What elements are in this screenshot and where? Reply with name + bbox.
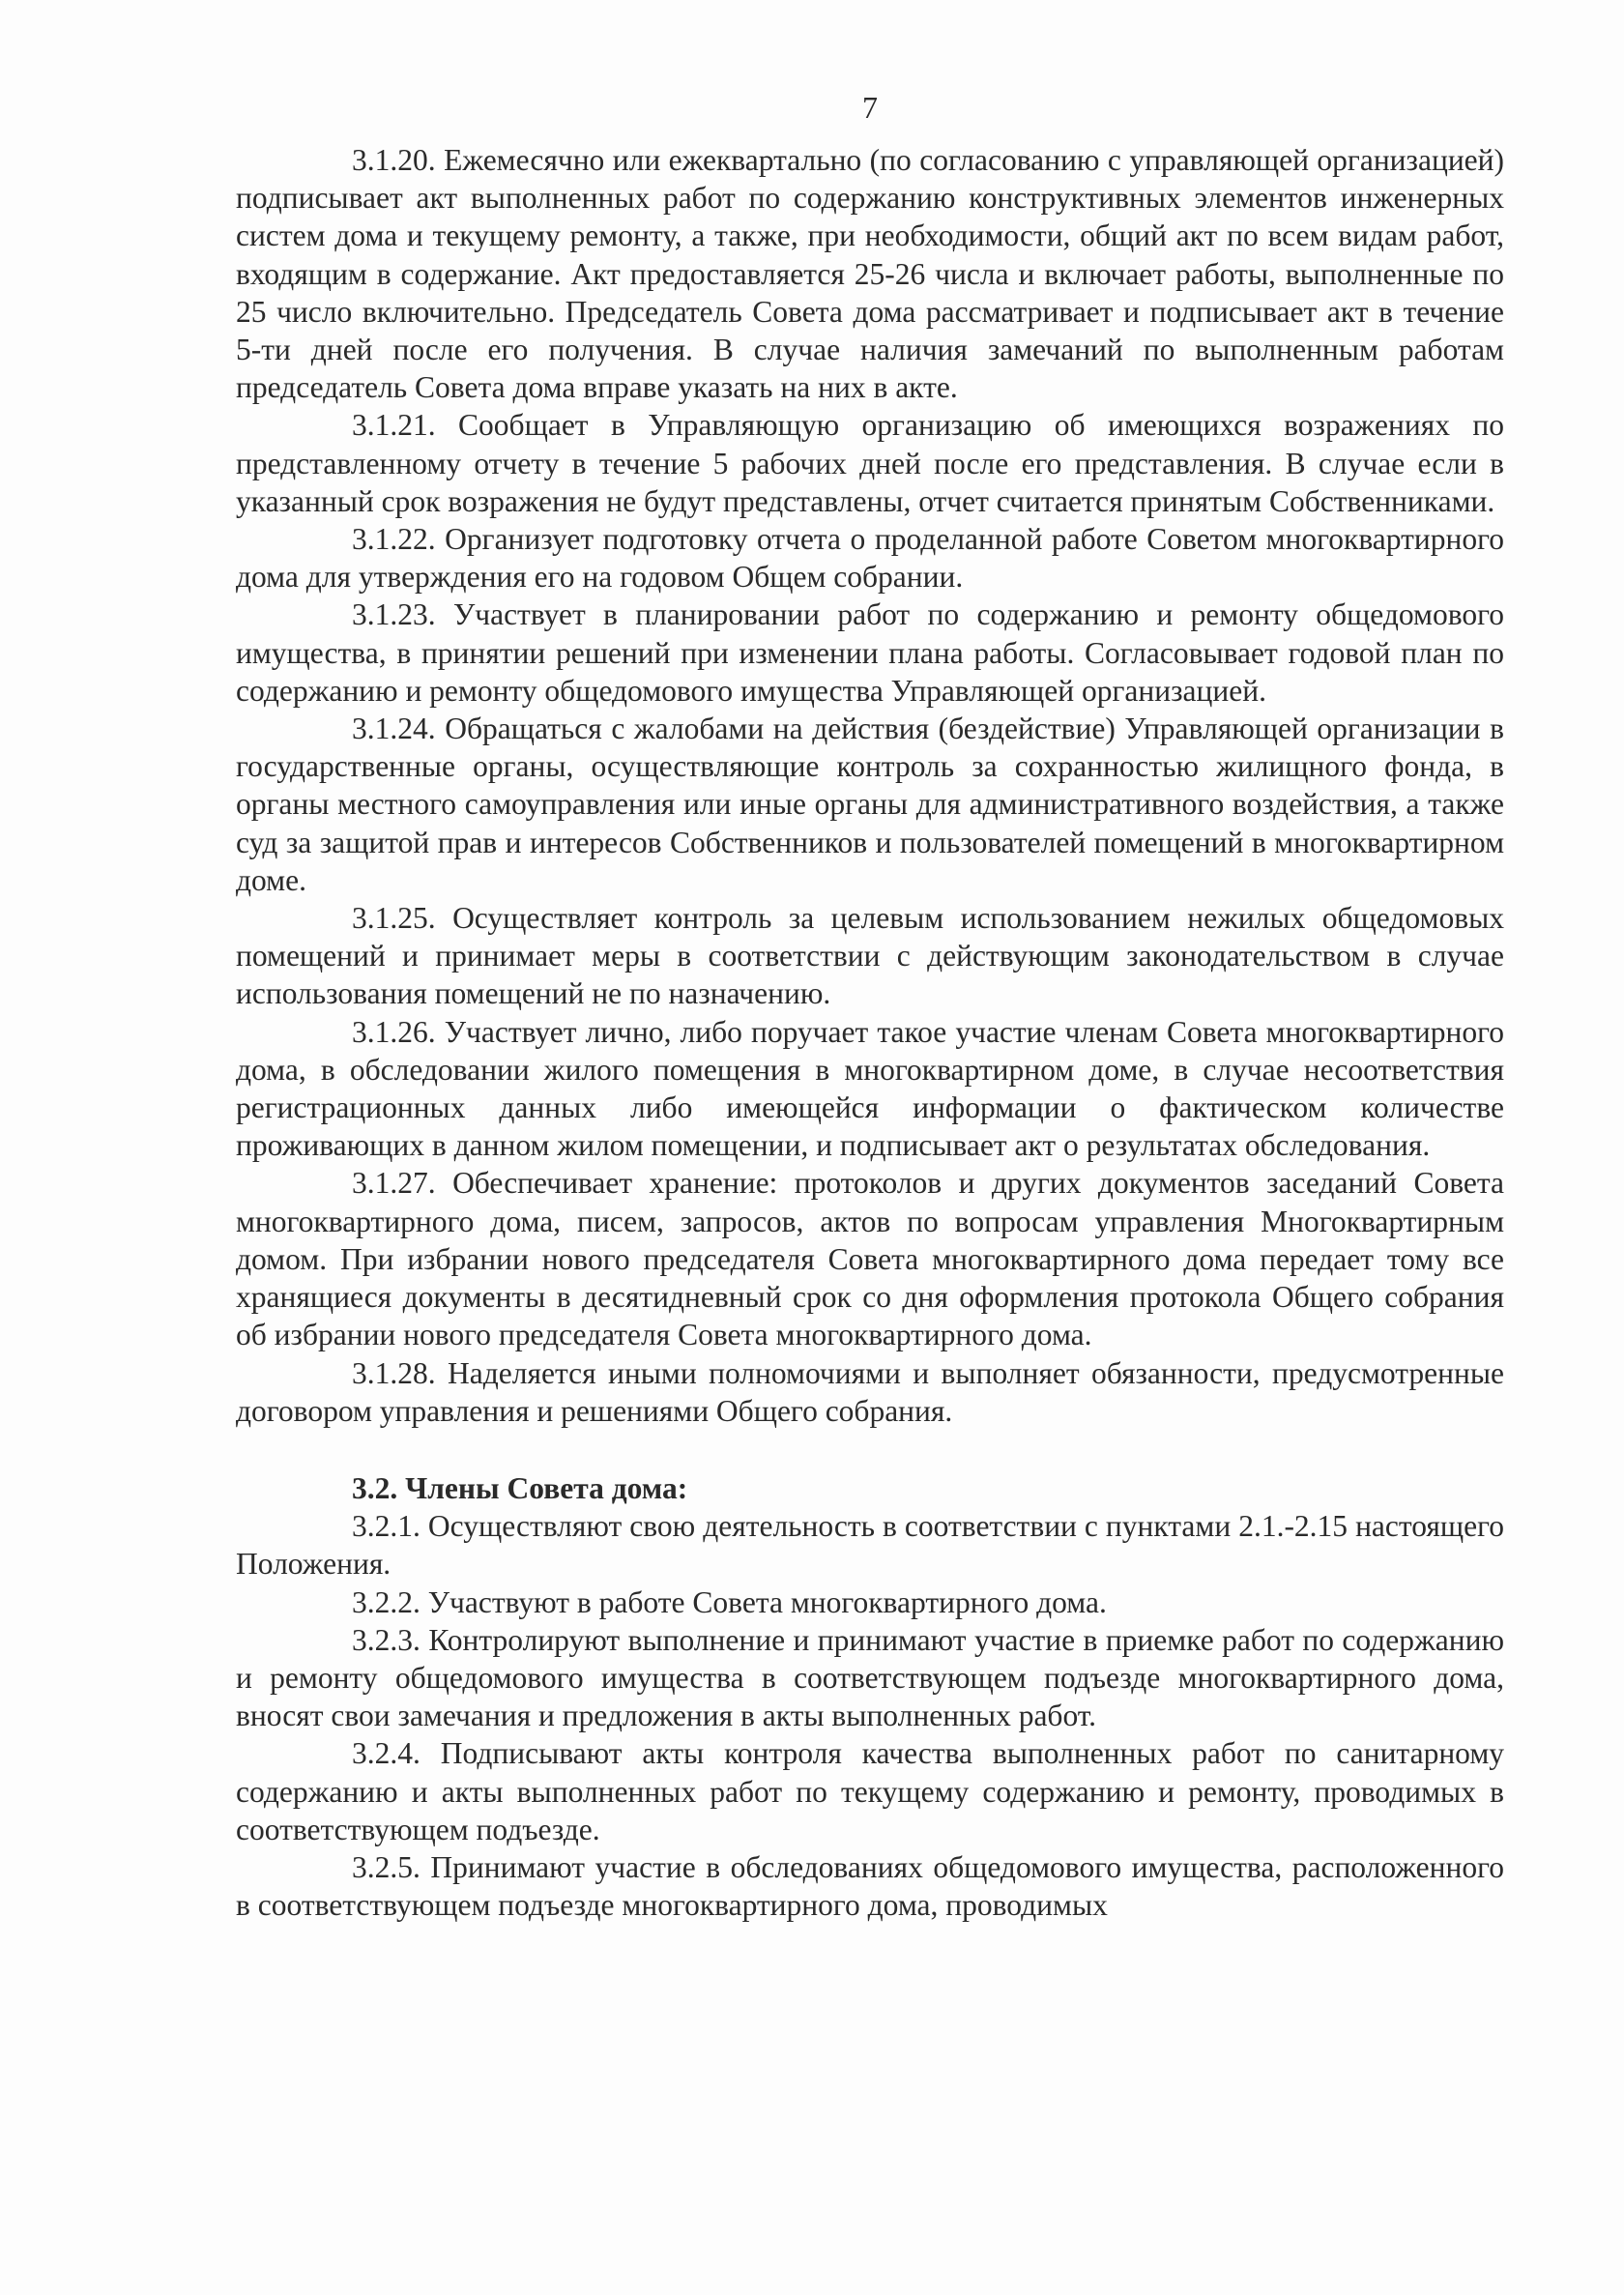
clause-text: Участвуют в работе Совета многоквартирного дома. (427, 1584, 1107, 1619)
clause-number: 3.1.20. (352, 143, 436, 177)
clause-number: 3.1.26. (352, 1014, 436, 1049)
clause-text: Наделяется иными полномочиями и выполняет обязанности, предусмотренные договором управления и решениями Общего собрания. (236, 1355, 1504, 1428)
clause-number: 3.1.21. (352, 408, 436, 443)
page-number: 7 (862, 90, 878, 125)
paragraph-3-1-21 (236, 406, 1504, 520)
clause-number: 3.2.3. (352, 1622, 420, 1657)
paragraph-3-1-20 (236, 141, 1504, 406)
clause-text: Участвует лично, либо поручает такое участие членам Совета многоквартирного дома, в обследовании жилого помещения в многоквартирном доме, в случае несоответствия регистрационных данных либо имеющейся информации о фактическом количестве проживающих в данном жилом помещении, и подписывает акт о результатах обследования. (236, 1014, 1504, 1163)
clause-number: 3.2.2. (352, 1584, 420, 1619)
paragraph-3-2-5 (236, 1848, 1504, 1924)
paragraph-3-1-28 (236, 1354, 1504, 1430)
clause-text: Обращаться с жалобами на действия (бездействие) Управляющей организации в государственные органы, осуществляющие контроль за сохранностью жилищного фонда, в органы местного самоуправления или иные органы для административного воздействия, а также суд за защитой прав и интересов Собственников и пользователей помещений в многоквартирном доме. (236, 712, 1504, 897)
clause-text: Подписывают акты контроля качества выполненных работ по санитарному содержанию и акты выполненных работ по текущему содержанию и ремонту, проводимых в соответствующем подъезде. (236, 1736, 1505, 1846)
clause-text: Участвует в планировании работ по содержанию и ремонту общедомового имущества, в принятии решений при изменении плана работы. Согласовывает годовой план по содержанию и ремонту общедомового имущества Управляющей организацией. (236, 597, 1504, 708)
clause-number: 3.1.27. (352, 1166, 436, 1201)
clause-number: 3.1.25. (352, 901, 436, 936)
paragraph-3-2-1 (236, 1507, 1504, 1583)
paragraph-3-1-24 (236, 710, 1504, 899)
clause-number: 3.2.5. (352, 1849, 420, 1884)
clause-text: Обеспечивает хранение: протоколов и других документов заседаний Совета многоквартирного дома, писем, запросов, актов по вопросам управления Многоквартирным домом. При избрании нового председателя Совета многоквартирного дома передает тому все хранящиеся документы в десятидневный срок со дня оформления протокола Общего собрания об избрании нового председателя Совета многоквартирного дома. (236, 1166, 1505, 1352)
clause-number: 3.1.24. (352, 712, 436, 746)
paragraph-3-1-27 (236, 1164, 1504, 1353)
paragraph-3-1-25 (236, 899, 1504, 1013)
paragraph-3-1-26 (236, 1013, 1504, 1165)
clause-text: Сообщает в Управляющую организацию об имеющихся возражениях по представленному отчету в течение 5 рабочих дней после его представления. В случае если в указанный срок возражения не будут представлены, отчет считается принятым Собственниками. (236, 408, 1504, 518)
section-heading-3-2: 3.2. Члены Совета дома: (352, 1470, 688, 1505)
clause-number: 3.1.22. (352, 522, 436, 557)
paragraph-3-1-22 (236, 520, 1504, 596)
clause-text: Принимают участие в обследованиях общедомового имущества, расположенного в соответствующем подъезде многоквартирного дома, проводимых (236, 1849, 1505, 1923)
paragraph-3-2-2 (236, 1583, 1504, 1621)
clause-text: Ежемесячно или ежеквартально (по согласованию с управляющей организацией) подписывает акт выполненных работ по содержанию конструктивных элементов инженерных систем дома и текущему ремонту, а также, при необходимости, общий акт по всем видам работ, входящим в содержание. Акт предоставляется 25-26 числа и включает работы, выполненные по 25 число включительно. Председатель Совета дома рассматривает и подписывает акт в течение 5-ти дней после его получения. В случае наличия замечаний по выполненным работам председатель Совета дома вправе указать на них в акте. (236, 143, 1505, 405)
document-body (236, 141, 1504, 1924)
paragraph-3-2-3 (236, 1621, 1504, 1735)
clause-text: Осуществляют свою деятельность в соответствии с пунктами 2.1.-2.15 настоящего Положения. (236, 1509, 1504, 1582)
clause-text: Контролируют выполнение и принимают участие в приемке работ по содержанию и ремонту общедомового имущества в соответствующем подъезде многоквартирного дома, вносят свои замечания и предложения в акты выполненных работ. (236, 1622, 1505, 1733)
paragraph-3-2-4 (236, 1734, 1504, 1848)
clause-number: 3.1.23. (352, 597, 436, 632)
paragraph-3-1-23 (236, 596, 1504, 710)
clause-text: Организует подготовку отчета о проделанной работе Советом многоквартирного дома для утверждения его на годовом Общем собрании. (236, 522, 1504, 595)
clause-text: Осуществляет контроль за целевым использованием нежилых общедомовых помещений и принимает меры в соответствии с действующим законодательством в случае использования помещений не по назначению. (236, 901, 1504, 1011)
clause-number: 3.1.28. (352, 1355, 436, 1390)
clause-number: 3.2.1. (352, 1509, 420, 1544)
clause-number: 3.2.4. (352, 1736, 420, 1771)
